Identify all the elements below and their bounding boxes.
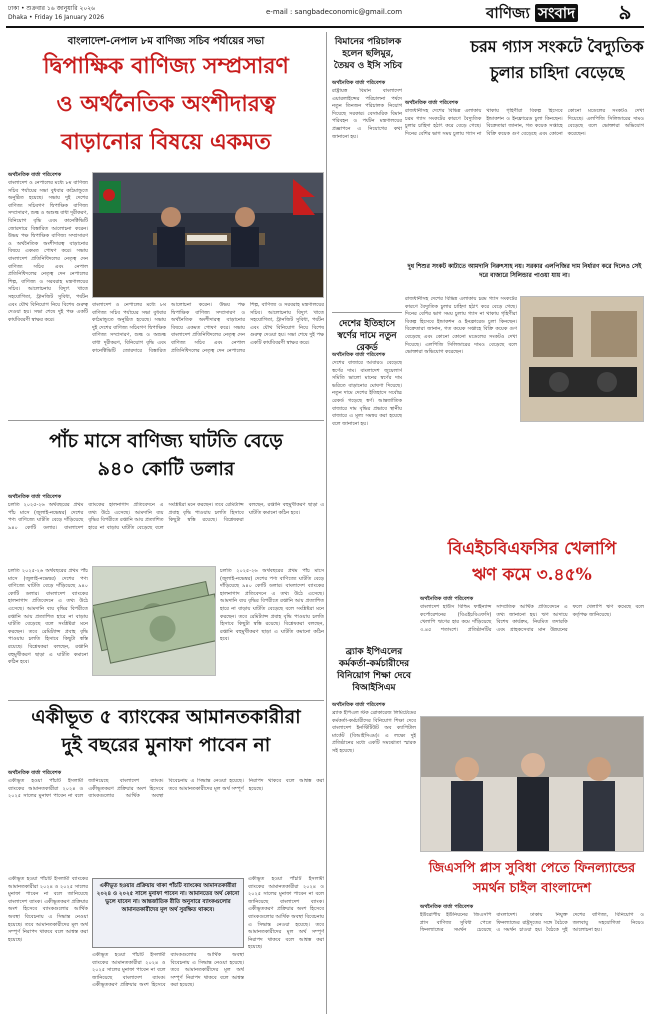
masthead-part-2: সংবাদ	[535, 4, 578, 22]
airline-body: রাষ্ট্রায়ত্ত বিমান বাংলাদেশ এয়ারলাইন্সের পরিচালনা পর্ষদে নতুন তিনজন পরিচালক নিয়োগ দিয়েছে সরকার। বেসামরিক বিমান পরিবহন ও পর্যটন মন্ত্রণালয়ের প্রজ্ঞাপনে এ নিয়োগের কথা জানানো হয়।	[332, 88, 402, 140]
banks-body-left: একীভূত হওয়া পাঁচটি ইসলামী ব্যাংকের আমানতকারীরা ২০২৪ ও ২০২৫ সালের মুনাফা পাবেন না বলে জানিয়েছে বাংলাদেশ ব্যাংক। একীভূতকরণ প্রক্রিয়ার অংশ হিসেবে ব্যাংকগুলোর আর্থিক অবস্থা বিবেচনায় এ সিদ্ধান্ত নেওয়া হয়েছে। তবে আমানতকারীদের মূল অর্থ সম্পূর্ণ নিরাপদ থাকবে বলে আশ্বস্ত করা হয়েছে।	[8, 876, 88, 943]
banks-body-bottom: একীভূত হওয়া পাঁচটি ইসলামী ব্যাংকের আমানতকারীরা ২০২৪ ও ২০২৫ সালের মুনাফা পাবেন না বলে জানিয়েছে বাংলাদেশ ব্যাংক। একীভূতকরণ প্রক্রিয়ার অংশ হিসেবে ব্যাংকগুলোর আর্থিক অবস্থা বিবেচনায় এ সিদ্ধান্ত নেওয়া হয়েছে। তবে আমানতকারীদের মূল অর্থ সম্পূর্ণ নিরাপদ থাকবে বলে আশ্বস্ত করা হয়েছে।	[92, 952, 244, 989]
trade-body-right: চলতি ২০২৫-২৬ অর্থবছরের প্রথম পাঁচ মাসে (জুলাই-নভেম্বর) দেশের পণ্য বাণিজ্যে ঘাটতি বেড়ে দাঁড়িয়েছে ৯৪০ কোটি ডলার। বাংলাদেশ ব্যাংকের হালনাগাদ প্রতিবেদনে এ তথ্য উঠে এসেছে। আমদানি ব্যয় বৃদ্ধির বিপরীতে রপ্তানি আয় প্রত্যাশিত হারে না বাড়ায় ঘাটতি বেড়েছে বলে সংশ্লিষ্টরা মনে করছেন। তবে রেমিট্যান্স প্রবাহ বৃদ্ধি পাওয়ায় চলতি হিসাবে কিছুটা স্বস্তি রয়েছে। বিশ্লেষকরা বলছেন, রপ্তানি বহুমুখীকরণ ছাড়া এ ঘাটতি কমানো কঠিন হবে।	[220, 568, 324, 643]
trade-body: চলতি ২০২৫-২৬ অর্থবছরের প্রথম পাঁচ মাসে (জুলাই-নভেম্বর) দেশের পণ্য বাণিজ্যে ঘাটতি বেড়ে দাঁড়িয়েছে ৯৪০ কোটি ডলার। বাংলাদেশ ব্যাংকের হালনাগাদ প্রতিবেদনে এ তথ্য উঠে এসেছে। আমদানি ব্যয় বৃদ্ধির বিপরীতে রপ্তানি আয় প্রত্যাশিত হারে না বাড়ায় ঘাটতি বেড়েছে বলে সংশ্লিষ্টরা মনে করছেন। তবে রেমিট্যান্স প্রবাহ বৃদ্ধি পাওয়ায় চলতি হিসাবে কিছুটা স্বস্তি রয়েছে। বিশ্লেষকরা বলছেন, রপ্তানি বহুমুখীকরণ ছাড়া এ ঘাটতি কমানো কঠিন হবে।	[8, 502, 324, 531]
header-email[interactable]: e-mail : sangbadeconomic@gmail.com	[266, 8, 403, 16]
page-number: ৯	[618, 0, 632, 24]
gsp-byline: অর্থনৈতিক বার্তা পরিবেশক	[420, 904, 474, 910]
gold-rule	[332, 312, 402, 313]
lead-section-rule	[8, 420, 324, 421]
banks-headline-2: দুই বছরের মুনাফা পাবেন না	[61, 734, 271, 756]
gas-body-continued: রাজধানীসহ দেশের বিভিন্ন এলাকায় চরম গ্যাস সংকটের কারণে বৈদ্যুতিক চুলার চাহিদা হঠাৎ করে বেড়ে গেছে। দিনের বেশির ভাগ সময় চুলায় গ্যাস না থাকায় গৃহিণীরা বিকল্প হিসেবে ইন্ডাকশন ও ইনফ্রারেড চুলা কিনছেন। বিক্রেতারা জানান, গত কয়েক সপ্তাহে বিক্রি কয়েক গুণ বেড়েছে এবং কোনো কোনো মডেলের সংকটও দেখা দিয়েছে। এলপিজি সিলিন্ডারের দামও বেড়েছে বলে ভোক্তারা অভিযোগ করেছেন।	[405, 296, 517, 356]
trade-headline-1: পাঁচ মাসে বাণিজ্য ঘাটতি বেড়ে	[49, 430, 283, 452]
banks-rule	[8, 700, 324, 701]
trade-byline: অর্থনৈতিক বার্তা পরিবেশক	[8, 494, 62, 500]
lead-headline-1: দ্বিপাক্ষিক বাণিজ্য সম্প্রসারণ	[43, 53, 289, 79]
banks-body-right: একীভূত হওয়া পাঁচটি ইসলামী ব্যাংকের আমানতকারীরা ২০২৪ ও ২০২৫ সালের মুনাফা পাবেন না বলে জানিয়েছে বাংলাদেশ ব্যাংক। একীভূতকরণ প্রক্রিয়ার অংশ হিসেবে ব্যাংকগুলোর আর্থিক অবস্থা বিবেচনায় এ সিদ্ধান্ত নেওয়া হয়েছে। তবে আমানতকারীদের মূল অর্থ সম্পূর্ণ নিরাপদ থাকবে বলে আশ্বস্ত করা হয়েছে।	[248, 876, 324, 951]
gsp-headline-1: জিএসপি প্লাস সুবিধা পেতে ফিনল্যান্ডের	[428, 861, 636, 876]
banks-byline: অর্থনৈতিক বার্তা পরিবেশক	[8, 770, 62, 776]
trade-photo-svg	[93, 567, 216, 676]
brac-headline: ব্র্যাক ইপিএলের কর্মকর্তা-কর্মচারীদের বিনিয়োগ শিক্ষা দেবে বিআইসিএম	[336, 647, 412, 693]
date-bn: ঢাকা • শুক্রবার ১৬ জানুয়ারি ২০২৬	[8, 5, 96, 12]
lead-body: বাংলাদেশ ও নেপালের মধ্যে ৮ম বাণিজ্য সচিব পর্যায়ের সভা বুধবার কাঠমান্ডুতে অনুষ্ঠিত হয়েছে। সভায় দুই দেশের বাণিজ্য সচিবগণ দ্বিপাক্ষিক বাণিজ্য সম্প্রসারণ, শুল্ক ও অশুল্ক বাধা দূরীকরণ, বিনিয়োগ বৃদ্ধি এবং কানেক্টিভিটি জোরদারে বিস্তারিত আলোচনা করেন। উভয় পক্ষ দ্বিপাক্ষিক বাণিজ্য সম্প্রসারণ ও অর্থনৈতিক অংশীদারত্ব বাড়ানোর বিষয়ে একমত পোষণ করে। সভায় বাংলাদেশ প্রতিনিধিদলের নেতৃত্ব দেন বাণিজ্য সচিব এবং নেপাল প্রতিনিধিদলের নেতৃত্ব দেন নেপালের শিল্প, বাণিজ্য ও সরবরাহ মন্ত্রণালয়ের সচিব। আলোচনায় বিদ্যুৎ খাতে সহযোগিতা, ট্রানজিট সুবিধা, পর্যটন এবং যৌথ বিনিয়োগ নিয়ে বিশেষ গুরুত্ব দেওয়া হয়। সভা শেষে দুই পক্ষ একটি কার্যবিবরণী স্বাক্ষর করে।	[8, 180, 88, 323]
date-en: Dhaka • Friday 16 January 2026	[8, 14, 105, 21]
biaf-body: বাংলাদেশ হাউস বিল্ডিং ফাইন্যান্স কর্পোরেশনের (বিএইচবিএফসি) খেলাপি ঋণের হার কমে দাঁড়িয়েছে ৩.৪৫ শতাংশে। প্রতিষ্ঠানটির সাম্প্রতিক আর্থিক প্রতিবেদনে এ তথ্য জানানো হয়। ঋণ আদায়ে বিশেষ কার্যক্রম, নিয়মিত তদারকি এবং গ্রাহকসেবার মান উন্নয়নের ফলে খেলাপি ঋণ কমেছে বলে কর্তৃপক্ষ জানিয়েছে।	[420, 604, 644, 633]
lead-photo	[92, 172, 324, 298]
gold-byline: অর্থনৈতিক বার্তা পরিবেশক	[332, 352, 386, 358]
lead-byline: অর্থনৈতিক বার্তা পরিবেশক	[8, 172, 62, 178]
brac-byline: অর্থনৈতিক বার্তা পরিবেশক	[332, 702, 386, 708]
gold-body: দেশের বাজারে আবারও বেড়েছে স্বর্ণের দাম। বাংলাদেশ জুয়েলার্স সমিতি ভালো মানের স্বর্ণের দাম ভরিতে বাড়ানোর ঘোষণা দিয়েছে। নতুন দামে দেশের ইতিহাসে সর্বোচ্চ রেকর্ড গড়েছে স্বর্ণ। আন্তর্জাতিক বাজারে দাম বৃদ্ধির প্রভাবে স্থানীয় বাজারে এ মূল্য সমন্বয় করা হয়েছে বলে জানানো হয়।	[332, 360, 402, 427]
gsp-photo-svg	[421, 717, 644, 852]
airline-byline: অর্থনৈতিক বার্তা পরিবেশক	[332, 80, 386, 86]
header-date	[8, 4, 104, 22]
lead-body-continued	[92, 302, 324, 412]
gas-quote: দুধ শিশুর সংকট কাটাতে আমদানি নিরুৎসাহ নয়। সরকার এলপিজির দাম নির্ধারণ করে দিলেও সেই দরে বাজারে সিলিন্ডার পাওয়া যায় না।	[407, 263, 642, 279]
gas-photo-svg	[521, 297, 644, 422]
lead-headline-3: বাড়ানোর বিষয়ে একমত	[61, 129, 271, 155]
biaf-headline-1: বিএইচবিএফসির খেলাপি	[447, 539, 617, 559]
flag-bangladesh-icon	[99, 181, 121, 213]
banks-headline-1: একীভূত ৫ ব্যাংকের আমানতকারীরা	[31, 706, 301, 728]
gas-body: রাজধানীসহ দেশের বিভিন্ন এলাকায় চরম গ্যাস সংকটের কারণে বৈদ্যুতিক চুলার চাহিদা হঠাৎ করে বেড়ে গেছে। দিনের বেশির ভাগ সময় চুলায় গ্যাস না থাকায় গৃহিণীরা বিকল্প হিসেবে ইন্ডাকশন ও ইনফ্রারেড চুলা কিনছেন। বিক্রেতারা জানান, গত কয়েক সপ্তাহে বিক্রি কয়েক গুণ বেড়েছে এবং কোনো কোনো মডেলের সংকটও দেখা দিয়েছে। এলপিজি সিলিন্ডারের দামও বেড়েছে বলে ভোক্তারা অভিযোগ করেছেন।	[405, 108, 644, 137]
gas-byline: অর্থনৈতিক বার্তা পরিবেশক	[405, 100, 459, 106]
banks-body: একীভূত হওয়া পাঁচটি ইসলামী ব্যাংকের আমানতকারীরা ২০২৪ ও ২০২৫ সালের মুনাফা পাবেন না বলে জানিয়েছে বাংলাদেশ ব্যাংক। একীভূতকরণ প্রক্রিয়ার অংশ হিসেবে ব্যাংকগুলোর আর্থিক অবস্থা বিবেচনায় এ সিদ্ধান্ত নেওয়া হয়েছে। তবে আমানতকারীদের মূল অর্থ সম্পূর্ণ নিরাপদ থাকবে বলে আশ্বস্ত করা হয়েছে।	[8, 778, 324, 800]
lead-body-continued-text: বাংলাদেশ ও নেপালের মধ্যে ৮ম বাণিজ্য সচিব পর্যায়ের সভা বুধবার কাঠমান্ডুতে অনুষ্ঠিত হয়েছে। সভায় দুই দেশের বাণিজ্য সচিবগণ দ্বিপাক্ষিক বাণিজ্য সম্প্রসারণ, শুল্ক ও অশুল্ক বাধা দূরীকরণ, বিনিয়োগ বৃদ্ধি এবং কানেক্টিভিটি জোরদারে বিস্তারিত আলোচনা করেন। উভয় পক্ষ দ্বিপাক্ষিক বাণিজ্য সম্প্রসারণ ও অর্থনৈতিক অংশীদারত্ব বাড়ানোর বিষয়ে একমত পোষণ করে। সভায় বাংলাদেশ প্রতিনিধিদলের নেতৃত্ব দেন বাণিজ্য সচিব এবং নেপাল প্রতিনিধিদলের নেতৃত্ব দেন নেপালের শিল্প, বাণিজ্য ও সরবরাহ মন্ত্রণালয়ের সচিব। আলোচনায় বিদ্যুৎ খাতে সহযোগিতা, ট্রানজিট সুবিধা, পর্যটন এবং যৌথ বিনিয়োগ নিয়ে বিশেষ গুরুত্ব দেওয়া হয়। সভা শেষে দুই পক্ষ একটি কার্যবিবরণী স্বাক্ষর করে।	[92, 302, 324, 354]
trade-headline-2: ৯৪০ কোটি ডলার	[97, 458, 235, 480]
gsp-photo	[420, 716, 644, 852]
masthead-part-1: বাণিজ্য	[486, 4, 530, 22]
lead-headline-2: ও অর্থনৈতিক অংশীদারত্ব	[56, 91, 276, 117]
biaf-byline: অর্থনৈতিক বার্তা পরিবেশক	[420, 596, 474, 602]
masthead	[486, 2, 598, 24]
gsp-headline-2: সমর্থন চাইল বাংলাদেশ	[472, 881, 592, 896]
gas-photo	[520, 296, 644, 422]
biaf-headline-2: ঋণ কমে ৩.৪৫%	[472, 565, 592, 585]
banks-callout: একীভূত হওয়ার প্রক্রিয়ায় থাকা পাঁচটি ব্যাংকের আমানতকারীরা ২০২৪ ও ২০২৫ সালে মুনাফা পাবেন না। আমানতের অর্থ কোনো ভুলে যাবেন না। আন্তর্জাতিক রীতি অনুসারে ব্যাংকগুলোর আমানতকারীদের মূল অর্থ সুরক্ষিত থাকবে।	[92, 878, 244, 948]
gsp-body: ইউরোপীয় ইউনিয়নের জিএসপি প্লাস বাণিজ্য সুবিধা পেতে ফিনল্যান্ডের সমর্থন চেয়েছে বাংলাদেশ। ঢাকায় নিযুক্ত ফিনল্যান্ডের রাষ্ট্রদূতের সঙ্গে বৈঠকে এ সমর্থন চাওয়া হয়। বৈঠকে দুই দেশের বাণিজ্য, বিনিয়োগ ও জলবায়ু সহযোগিতা নিয়েও আলোচনা হয়।	[420, 912, 644, 934]
airline-headline: বিমানের পরিচালক হলেন ছলিমুর, তৈয়ব ও ইসি সচিব	[333, 37, 403, 71]
lead-photo-svg	[93, 173, 324, 298]
gas-headline-2: চুলার চাহিদা বেড়েছে	[490, 63, 624, 82]
brac-body: ব্র্যাক ইপিএল স্টক ব্রোকারেজ লিমিটেডের কর্মকর্তা-কর্মচারীদের বিনিয়োগ শিক্ষা দেবে বাংলাদেশ ইনস্টিটিউট অব ক্যাপিটাল মার্কেট (বিআইসিএম)। এ লক্ষ্যে দুই প্রতিষ্ঠানের মধ্যে একটি সমঝোতা স্মারক সই হয়েছে।	[332, 710, 416, 754]
gas-headline-1: চরম গ্যাস সংকটে বৈদ্যুতিক	[470, 37, 644, 56]
trade-body-left: চলতি ২০২৫-২৬ অর্থবছরের প্রথম পাঁচ মাসে (জুলাই-নভেম্বর) দেশের পণ্য বাণিজ্যে ঘাটতি বেড়ে দাঁড়িয়েছে ৯৪০ কোটি ডলার। বাংলাদেশ ব্যাংকের হালনাগাদ প্রতিবেদনে এ তথ্য উঠে এসেছে। আমদানি ব্যয় বৃদ্ধির বিপরীতে রপ্তানি আয় প্রত্যাশিত হারে না বাড়ায় ঘাটতি বেড়েছে বলে সংশ্লিষ্টরা মনে করছেন। তবে রেমিট্যান্স প্রবাহ বৃদ্ধি পাওয়ায় চলতি হিসাবে কিছুটা স্বস্তি রয়েছে। বিশ্লেষকরা বলছেন, রপ্তানি বহুমুখীকরণ ছাড়া এ ঘাটতি কমানো কঠিন হবে।	[8, 568, 88, 666]
header-rule	[6, 26, 644, 28]
trade-photo	[92, 566, 216, 676]
column-separator	[326, 32, 327, 1014]
lead-kicker: বাংলাদেশ-নেপাল ৮ম বাণিজ্য সচিব পর্যায়ের সভা	[67, 36, 265, 47]
gold-headline: দেশের ইতিহাসে স্বর্ণের দামে নতুন রেকর্ড	[337, 319, 397, 353]
